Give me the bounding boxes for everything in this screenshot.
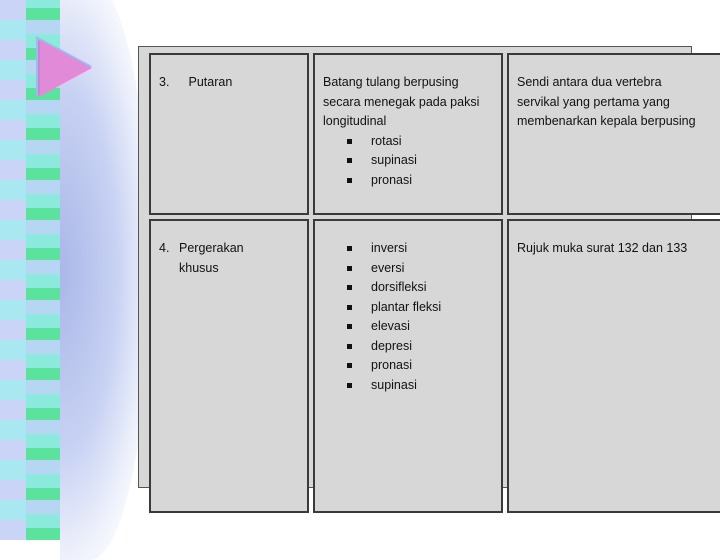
decorative-strip-left [0, 0, 26, 540]
row-4-example-cell [507, 219, 720, 513]
table-panel [138, 46, 696, 488]
example-line: Sendi antara dua vertebra [517, 75, 662, 89]
list-item: eversi [345, 259, 493, 279]
list-item: inversi [345, 239, 493, 259]
table-row [149, 219, 720, 513]
bullet-list [345, 132, 493, 191]
row-label: Pergerakan [179, 241, 244, 255]
description-line: Batang tulang berpusing [323, 75, 459, 89]
row-3-description-cell [313, 53, 503, 215]
table-row [149, 53, 720, 215]
row-number: 3. [159, 75, 170, 89]
row-3-type-cell [149, 53, 309, 215]
list-item: plantar fleksi [345, 298, 493, 318]
bullet-list [345, 239, 493, 395]
description-line: secara menegak pada paksi [323, 94, 480, 109]
row-number: 4. [159, 241, 170, 255]
list-item: depresi [345, 337, 493, 357]
row-3-example-cell [507, 53, 720, 215]
list-item: supinasi [345, 376, 493, 396]
movement-table [145, 49, 720, 517]
description-line: longitudinal [323, 114, 387, 128]
list-item: pronasi [345, 171, 493, 191]
list-item: pronasi [345, 356, 493, 376]
list-item: dorsifleksi [345, 278, 493, 298]
row-label-continued: khusus [179, 260, 219, 275]
list-item: elevasi [345, 317, 493, 337]
list-item: supinasi [345, 151, 493, 171]
example-line: membenarkan kepala berpusing [517, 114, 696, 128]
example-line: servikal yang pertama yang [517, 94, 670, 109]
list-item: rotasi [345, 132, 493, 152]
decorative-arrow-icon [40, 40, 92, 96]
example-line: Rujuk muka surat 132 dan 133 [517, 241, 688, 255]
row-label: Putaran [188, 75, 233, 89]
row-4-description-cell [313, 219, 503, 513]
row-4-type-cell [149, 219, 309, 513]
